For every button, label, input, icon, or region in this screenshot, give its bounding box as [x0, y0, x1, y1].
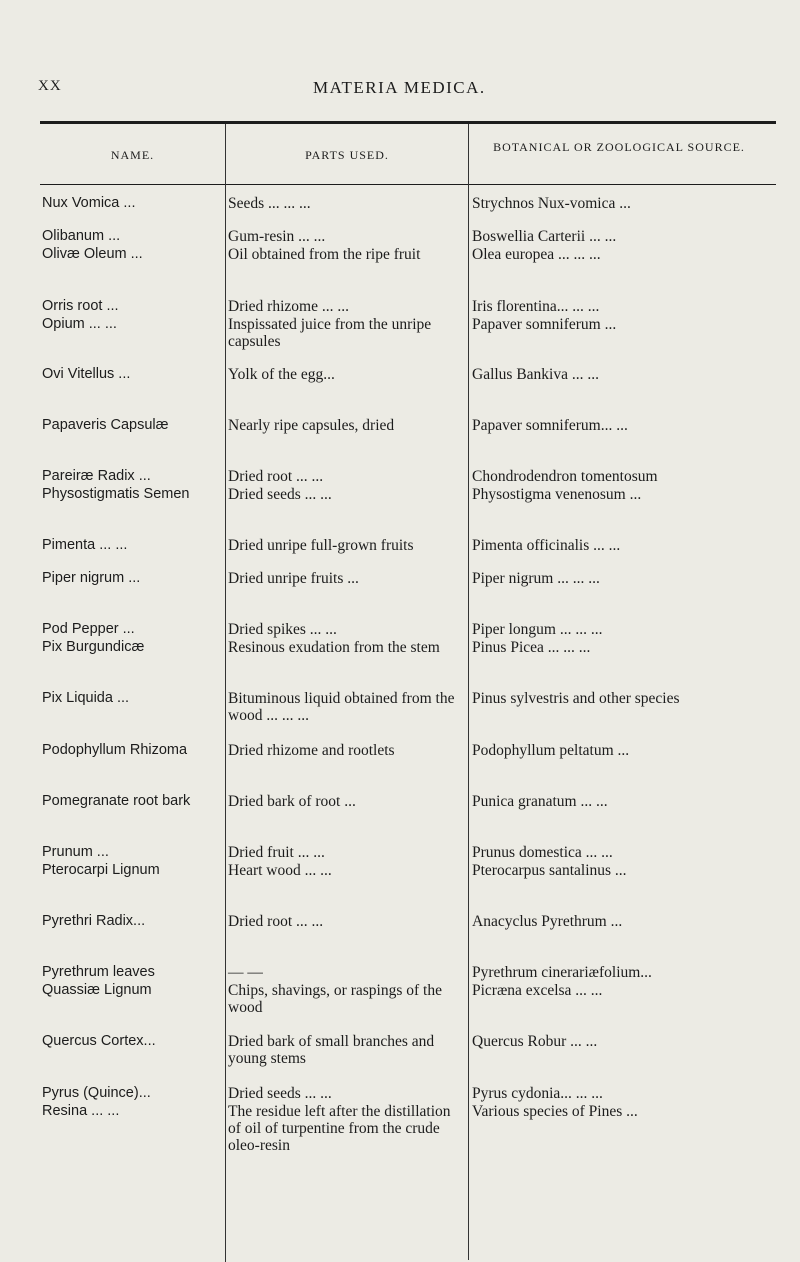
- parts-used-cell: Chips, shavings, or raspings of the wood: [228, 982, 442, 1016]
- source-cell: Pinus sylvestris and other species: [472, 690, 680, 707]
- page-number: XX: [38, 78, 62, 94]
- source-cell: Gallus Bankiva ... ...: [472, 366, 599, 383]
- source-cell: Piper longum ... ... ...: [472, 621, 603, 638]
- drug-name-cell: Nux Vomica ...: [42, 195, 136, 211]
- parts-used-cell: Dried unripe fruits ...: [228, 570, 359, 587]
- source-cell: Quercus Robur ... ...: [472, 1033, 598, 1050]
- source-cell: Pyrus cydonia... ... ...: [472, 1085, 603, 1102]
- drug-name-cell: Pod Pepper ...: [42, 621, 135, 637]
- source-cell: Chondrodendron tomentosum: [472, 468, 658, 485]
- parts-used-cell: Yolk of the egg...: [228, 366, 335, 383]
- parts-used-cell: Dried root ... ...: [228, 468, 324, 485]
- drug-name-cell: Orris root ...: [42, 298, 119, 314]
- drug-name-cell: Pyrethri Radix...: [42, 913, 146, 929]
- source-cell: Physostigma venenosum ...: [472, 486, 642, 503]
- source-cell: Anacyclus Pyrethrum ...: [472, 913, 623, 930]
- source-cell: Pinus Picea ... ... ...: [472, 639, 591, 656]
- drug-name-cell: Pyrus (Quince)...: [42, 1085, 151, 1101]
- drug-name-cell: Quercus Cortex...: [42, 1033, 156, 1049]
- source-cell: Iris florentina... ... ...: [472, 298, 600, 315]
- parts-used-cell: Gum-resin ... ...: [228, 228, 326, 245]
- drug-name-cell: Pyrethrum leaves: [42, 964, 155, 980]
- source-cell: Strychnos Nux-vomica ...: [472, 195, 631, 212]
- parts-used-cell: Seeds ... ... ...: [228, 195, 311, 212]
- parts-used-cell: Dried bark of root ...: [228, 793, 356, 810]
- parts-used-cell: Nearly ripe capsules, dried: [228, 417, 395, 434]
- column-divider: [225, 124, 226, 1262]
- parts-used-cell: Dried rhizome ... ...: [228, 298, 349, 315]
- parts-used-cell: Inspissated juice from the unripe capsules: [228, 316, 432, 350]
- parts-used-cell: Dried bark of small branches and young stems: [228, 1033, 435, 1067]
- drug-name-cell: Physostigmatis Semen: [42, 486, 190, 502]
- top-rule: [40, 121, 776, 124]
- parts-used-cell: Dried rhizome and rootlets: [228, 742, 395, 759]
- drug-name-cell: Piper nigrum ...: [42, 570, 141, 586]
- parts-used-cell: Dried fruit ... ...: [228, 844, 325, 861]
- source-cell: Prunus domestica ... ...: [472, 844, 613, 861]
- running-title: MATERIA MEDICA.: [313, 78, 486, 97]
- source-cell: Piper nigrum ... ... ...: [472, 570, 600, 587]
- drug-name-cell: Pomegranate root bark: [42, 793, 191, 809]
- drug-name-cell: Pix Liquida ...: [42, 690, 130, 706]
- column-header-source: BOTANICAL OR ZOOLOGICAL SOURCE.: [493, 140, 745, 154]
- header-rule: [40, 184, 776, 185]
- source-cell: Papaver somniferum ...: [472, 316, 617, 333]
- source-cell: Podophyllum peltatum ...: [472, 742, 630, 759]
- drug-name-cell: Opium ... ...: [42, 316, 117, 332]
- source-cell: Pterocarpus santalinus ...: [472, 862, 627, 879]
- parts-used-cell: Dried root ... ...: [228, 913, 324, 930]
- parts-used-cell: Oil obtained from the ripe fruit: [228, 246, 421, 263]
- parts-used-cell: Resinous exudation from the stem: [228, 639, 440, 656]
- drug-name-cell: Podophyllum Rhizoma: [42, 742, 188, 758]
- parts-used-cell: Dried spikes ... ...: [228, 621, 337, 638]
- source-cell: Olea europea ... ... ...: [472, 246, 601, 263]
- drug-name-cell: Quassiæ Lignum: [42, 982, 152, 998]
- drug-name-cell: Pimenta ... ...: [42, 537, 128, 553]
- drug-name-cell: Olivæ Oleum ...: [42, 246, 143, 262]
- source-cell: Pyrethrum cinerariæfolium...: [472, 964, 652, 981]
- drug-name-cell: Prunum ...: [42, 844, 109, 860]
- column-header-parts: PARTS USED.: [305, 148, 389, 162]
- parts-used-cell: Dried unripe full-grown fruits: [228, 537, 414, 554]
- source-cell: Various species of Pines ...: [472, 1103, 638, 1120]
- parts-used-cell: Dried seeds ... ...: [228, 1085, 332, 1102]
- drug-name-cell: Papaveris Capsulæ: [42, 417, 169, 433]
- parts-used-cell: Heart wood ... ...: [228, 862, 332, 879]
- drug-name-cell: Pix Burgundicæ: [42, 639, 145, 655]
- source-cell: Picræna excelsa ... ...: [472, 982, 603, 999]
- drug-name-cell: Resina ... ...: [42, 1103, 120, 1119]
- source-cell: Pimenta officinalis ... ...: [472, 537, 621, 554]
- source-cell: Boswellia Carterii ... ...: [472, 228, 617, 245]
- drug-name-cell: Ovi Vitellus ...: [42, 366, 131, 382]
- source-cell: Papaver somniferum... ...: [472, 417, 628, 434]
- drug-name-cell: Olibanum ...: [42, 228, 121, 244]
- column-header-name: NAME.: [110, 148, 155, 162]
- column-divider: [468, 124, 469, 1260]
- parts-used-cell: Dried seeds ... ...: [228, 486, 332, 503]
- drug-name-cell: Pareiræ Radix ...: [42, 468, 151, 484]
- parts-used-cell: The residue left after the distillation of oil of turpentine from the crude oleo-resin: [228, 1103, 451, 1154]
- source-cell: Punica granatum ... ...: [472, 793, 608, 810]
- parts-used-cell: Bituminous liquid obtained from the wood ... ... ...: [228, 690, 455, 724]
- parts-used-cell: — —: [228, 964, 263, 981]
- drug-name-cell: Pterocarpi Lignum: [42, 862, 160, 878]
